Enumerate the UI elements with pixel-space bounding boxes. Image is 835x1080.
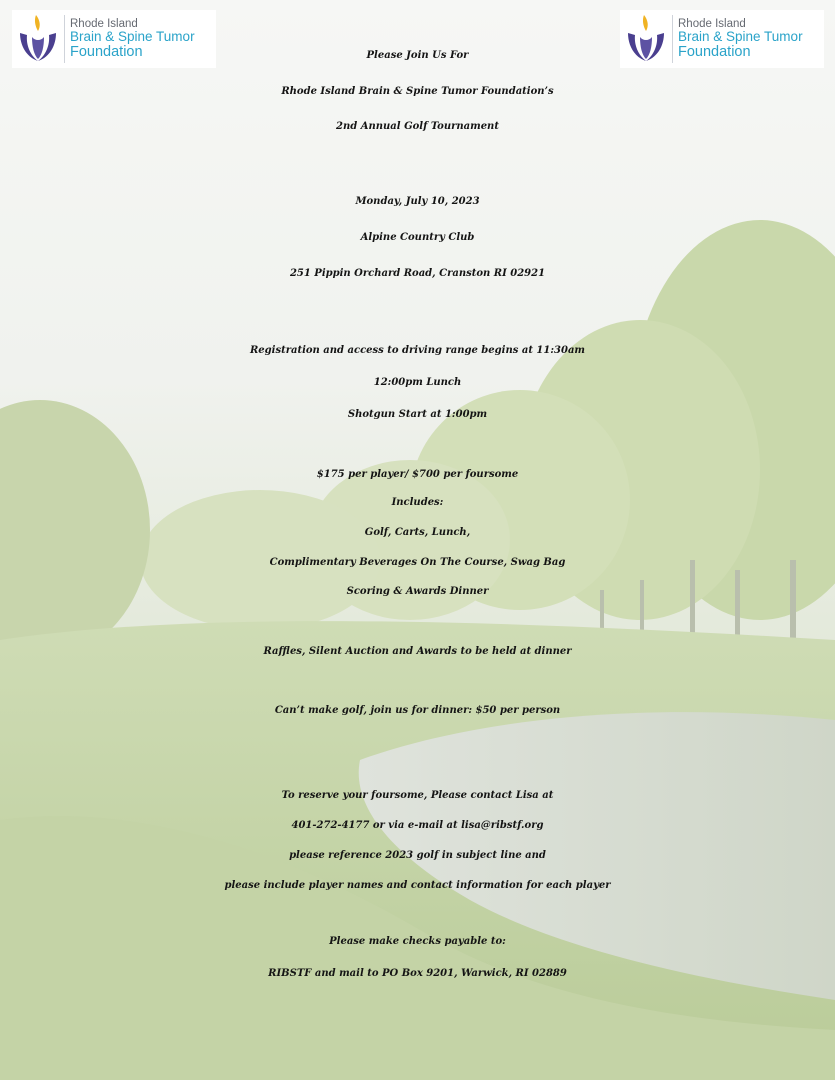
includes-item-3: Scoring & Awards Dinner	[346, 586, 489, 597]
mailing-address: RIBSTF and mail to PO Box 9201, Warwick, RI 02889	[268, 968, 567, 979]
price-text: $175 per player/ $700 per foursome	[316, 469, 519, 480]
lunch-time: 12:00pm Lunch	[373, 377, 462, 388]
event-venue: Alpine Country Club	[360, 232, 475, 243]
logo-text-line1: Rhode Island	[70, 17, 138, 30]
raffles-text: Raffles, Silent Auction and Awards to be held at dinner	[263, 646, 572, 657]
tournament-title: 2nd Annual Golf Tournament	[336, 121, 499, 132]
dinner-only-text: Can’t make golf, join us for dinner: $50 per person	[274, 705, 561, 716]
includes-item-1: Golf, Carts, Lunch,	[364, 527, 471, 538]
shotgun-start-time: Shotgun Start at 1:00pm	[347, 409, 488, 420]
checks-payable-heading: Please make checks payable to:	[329, 936, 506, 947]
registration-time: Registration and access to driving range begins at 11:30am	[249, 345, 585, 356]
logo-text-line3: Foundation	[70, 43, 143, 60]
includes-label: Includes:	[391, 497, 444, 508]
logo-text-line3: Foundation	[678, 43, 751, 60]
event-date: Monday, July 10, 2023	[355, 196, 480, 207]
contact-line-1: To reserve your foursome, Please contact Lisa at	[281, 790, 554, 801]
logo-text-line1: Rhode Island	[678, 17, 746, 30]
contact-line-4: please include player names and contact information for each player	[224, 880, 611, 891]
foundation-name-heading: Rhode Island Brain & Spine Tumor Foundation’s	[281, 86, 554, 97]
includes-item-2: Complimentary Beverages On The Course, Swag Bag	[269, 557, 566, 568]
logo-text-line2: Brain & Spine Tumor	[70, 29, 195, 45]
logo-text-line2: Brain & Spine Tumor	[678, 29, 803, 45]
contact-line-2: 401-272-4177 or via e-mail at lisa@ribstf.org	[291, 820, 544, 831]
invitation-heading: Please Join Us For	[366, 50, 469, 61]
event-address: 251 Pippin Orchard Road, Cranston RI 02921	[289, 268, 546, 279]
contact-line-3: please reference 2023 golf in subject line and	[289, 850, 546, 861]
